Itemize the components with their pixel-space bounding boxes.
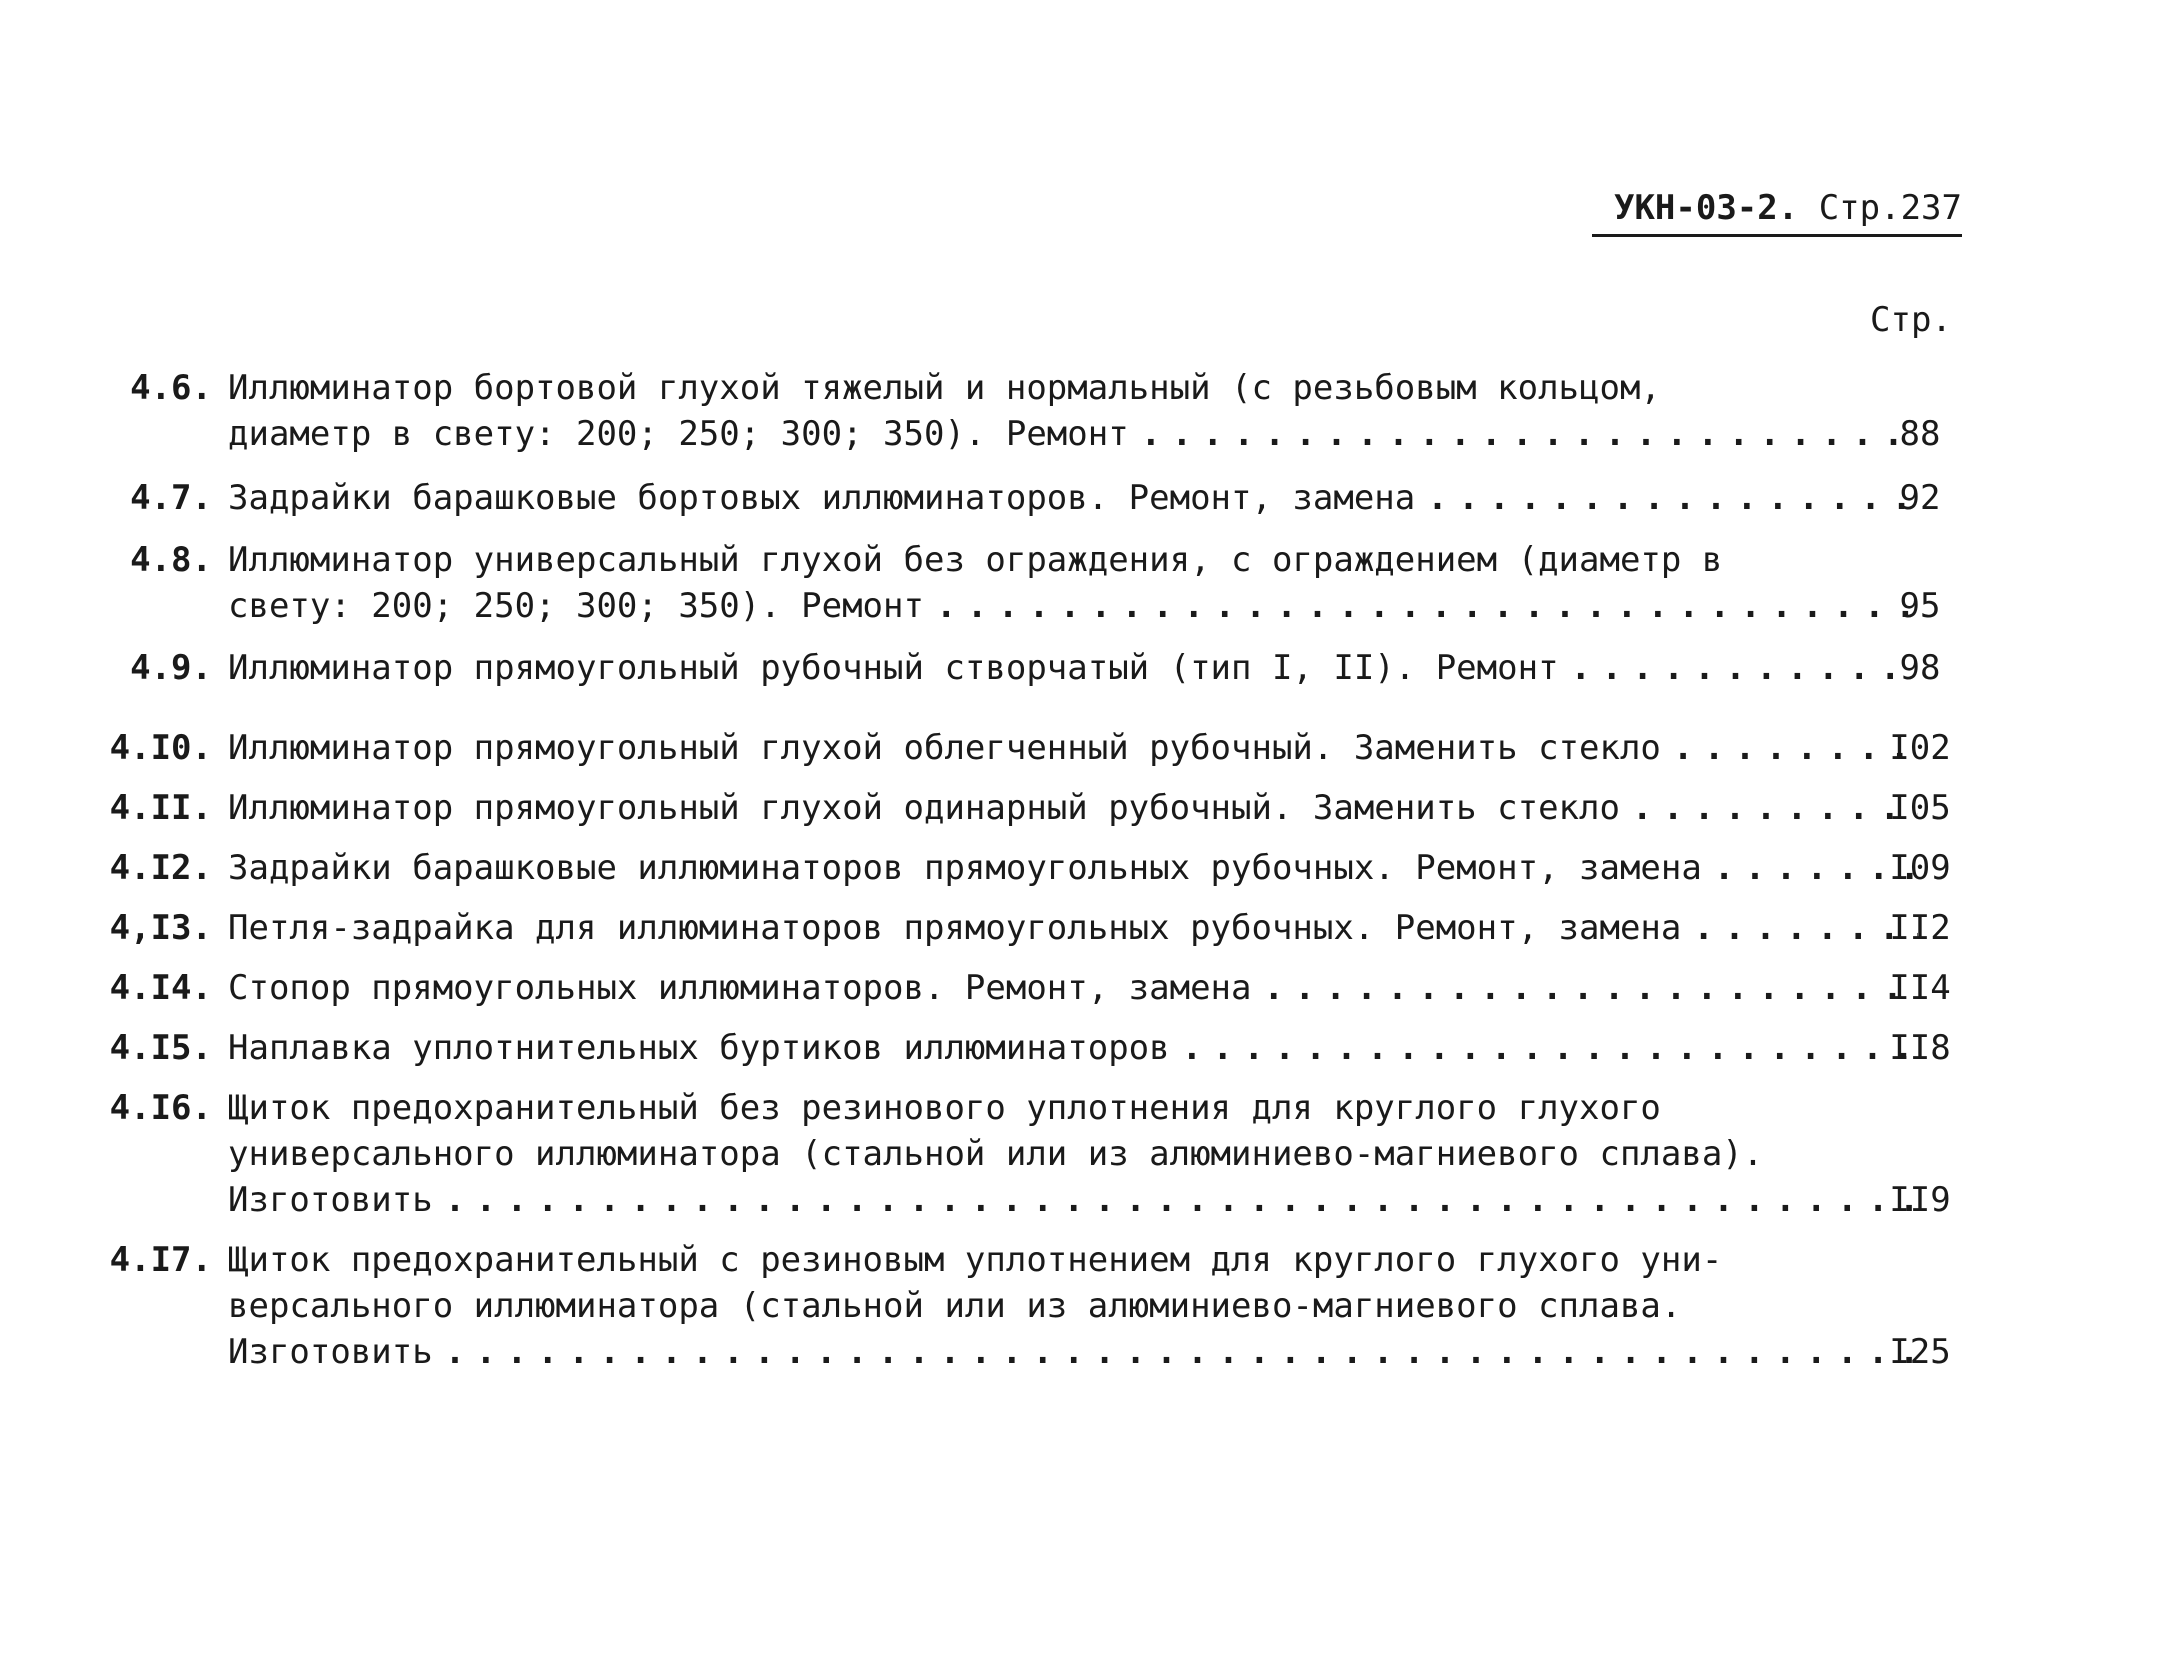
toc-entry — [100, 1237, 1980, 1375]
toc-entry-body — [228, 645, 1918, 691]
toc-entry-title-line: свету: 200; 250; 300; 350). Ремонт — [228, 586, 924, 626]
toc-entry-number: 4.I7. — [109, 1240, 212, 1280]
toc-entry-number: 4.6. — [130, 368, 212, 408]
toc-entry — [100, 905, 1980, 951]
toc-entry-body — [228, 905, 1918, 951]
dot-leader — [433, 1177, 1918, 1223]
document-code: УКН-03-2. — [1613, 188, 1799, 228]
toc-entry — [100, 645, 1980, 691]
toc-entry-last-line — [228, 905, 1918, 951]
toc-entry — [100, 365, 1980, 457]
toc-entry-page: I09 — [1889, 848, 1951, 888]
toc-entry-title-line: Стопор прямоугольных иллюминаторов. Ремонт, замена — [228, 968, 1252, 1008]
toc-entry-number: 4.9. — [130, 648, 212, 688]
toc-entry-title-line: Наплавка уплотнительных буртиков иллюминаторов — [228, 1028, 1170, 1068]
toc-entry-body — [228, 785, 1918, 831]
toc-entry-title-line: Иллюминатор прямоугольный глухой одинарный рубочный. Заменить стекло — [228, 788, 1620, 828]
toc-entry-number: 4.I5. — [109, 1028, 212, 1068]
toc-entry-page: II4 — [1889, 968, 1951, 1008]
toc-entry — [100, 725, 1980, 771]
toc-entry-title-line: Петля-задрайка для иллюминаторов прямоугольных рубочных. Ремонт, замена — [228, 908, 1682, 948]
toc-entry — [100, 1085, 1980, 1223]
toc-entry-body — [228, 475, 1918, 521]
header-underline — [1592, 234, 1962, 237]
toc-entry-title-line: универсального иллюминатора (стальной или из алюминиево-магниевого сплава). — [228, 1134, 1764, 1174]
toc-entry-number: 4.I4. — [109, 968, 212, 1008]
toc-entry-body — [228, 365, 1918, 457]
toc-entry-body — [228, 845, 1918, 891]
toc-entry-number: 4.II. — [109, 788, 212, 828]
page-number: 237 — [1900, 188, 1962, 228]
toc-entry-number: 4.I2. — [109, 848, 212, 888]
toc-entry-title-line: Иллюминатор бортовой глухой тяжелый и нормальный (с резьбовым кольцом, — [228, 368, 1661, 408]
toc-entry — [100, 475, 1980, 521]
toc-entry-last-line — [228, 411, 1918, 457]
toc-entry-last-line — [228, 1177, 1918, 1223]
toc-entry-last-line — [228, 1329, 1918, 1375]
toc-entry-body — [228, 965, 1918, 1011]
toc-entry-page: 98 — [1899, 648, 1941, 688]
toc-entry-last-line — [228, 583, 1918, 629]
toc-entry-title-line: Задрайки барашковые бортовых иллюминаторов. Ремонт, замена — [228, 478, 1416, 518]
toc-entry — [100, 785, 1980, 831]
toc-entry-page: I05 — [1889, 788, 1951, 828]
toc-entry-body — [228, 1237, 1918, 1375]
table-of-contents — [100, 365, 1980, 1375]
toc-entry-page: II9 — [1889, 1180, 1951, 1220]
toc-entry-last-line — [228, 845, 1918, 891]
toc-entry-body — [228, 537, 1918, 629]
toc-entry-number: 4.7. — [130, 478, 212, 518]
toc-entry-number: 4,I3. — [109, 908, 212, 948]
toc-entry-last-line — [228, 475, 1918, 521]
toc-entry-title-line: Задрайки барашковые иллюминаторов прямоугольных рубочных. Ремонт, замена — [228, 848, 1702, 888]
toc-entry-title-line: Щиток предохранительный с резиновым уплотнением для круглого глухого уни- — [228, 1240, 1723, 1280]
toc-entry-number: 4.I6. — [109, 1088, 212, 1128]
dot-leader — [924, 583, 1918, 629]
toc-entry-page: 88 — [1899, 414, 1941, 454]
dot-leader — [1129, 411, 1918, 457]
toc-entry-page: II8 — [1889, 1028, 1951, 1068]
toc-entry-last-line — [228, 1025, 1918, 1071]
dot-leader — [1252, 965, 1919, 1011]
toc-entry-page: 95 — [1899, 586, 1941, 626]
toc-entry-last-line — [228, 725, 1918, 771]
toc-entry — [100, 965, 1980, 1011]
page-column-header: Стр. — [1870, 300, 1952, 340]
toc-entry-title-line: Иллюминатор прямоугольный глухой облегченный рубочный. Заменить стекло — [228, 728, 1661, 768]
toc-entry-page: I02 — [1889, 728, 1951, 768]
toc-entry-body — [228, 725, 1918, 771]
toc-entry-last-line — [228, 645, 1918, 691]
toc-entry — [100, 1025, 1980, 1071]
toc-entry-title-line: Иллюминатор прямоугольный рубочный створчатый (тип I, II). Ремонт — [228, 648, 1559, 688]
toc-entry-title-line: Щиток предохранительный без резинового уплотнения для круглого глухого — [228, 1088, 1661, 1128]
toc-entry-title-line: версального иллюминатора (стальной или из алюминиево-магниевого сплава. — [228, 1286, 1682, 1326]
toc-entry-page: II2 — [1889, 908, 1951, 948]
dot-leader — [1170, 1025, 1918, 1071]
dot-leader — [1415, 475, 1918, 521]
page-label: Стр. — [1818, 188, 1901, 228]
toc-entry — [100, 845, 1980, 891]
toc-entry-body — [228, 1025, 1918, 1071]
dot-leader — [433, 1329, 1918, 1375]
toc-entry-title-line: Изготовить — [228, 1332, 433, 1372]
toc-entry-title-line: Изготовить — [228, 1180, 433, 1220]
page-header — [1592, 188, 1962, 228]
toc-entry-number: 4.I0. — [109, 728, 212, 768]
toc-entry-last-line — [228, 965, 1918, 1011]
toc-entry-page: 92 — [1899, 478, 1941, 518]
toc-entry — [100, 537, 1980, 629]
toc-entry-title-line: Иллюминатор универсальный глухой без ограждения, с ограждением (диаметр в — [228, 540, 1723, 580]
toc-entry-body — [228, 1085, 1918, 1223]
toc-entry-title-line: диаметр в свету: 200; 250; 300; 350). Ремонт — [228, 414, 1129, 454]
toc-entry-last-line — [228, 785, 1918, 831]
toc-entry-number: 4.8. — [130, 540, 212, 580]
toc-entry-page: I25 — [1889, 1332, 1951, 1372]
